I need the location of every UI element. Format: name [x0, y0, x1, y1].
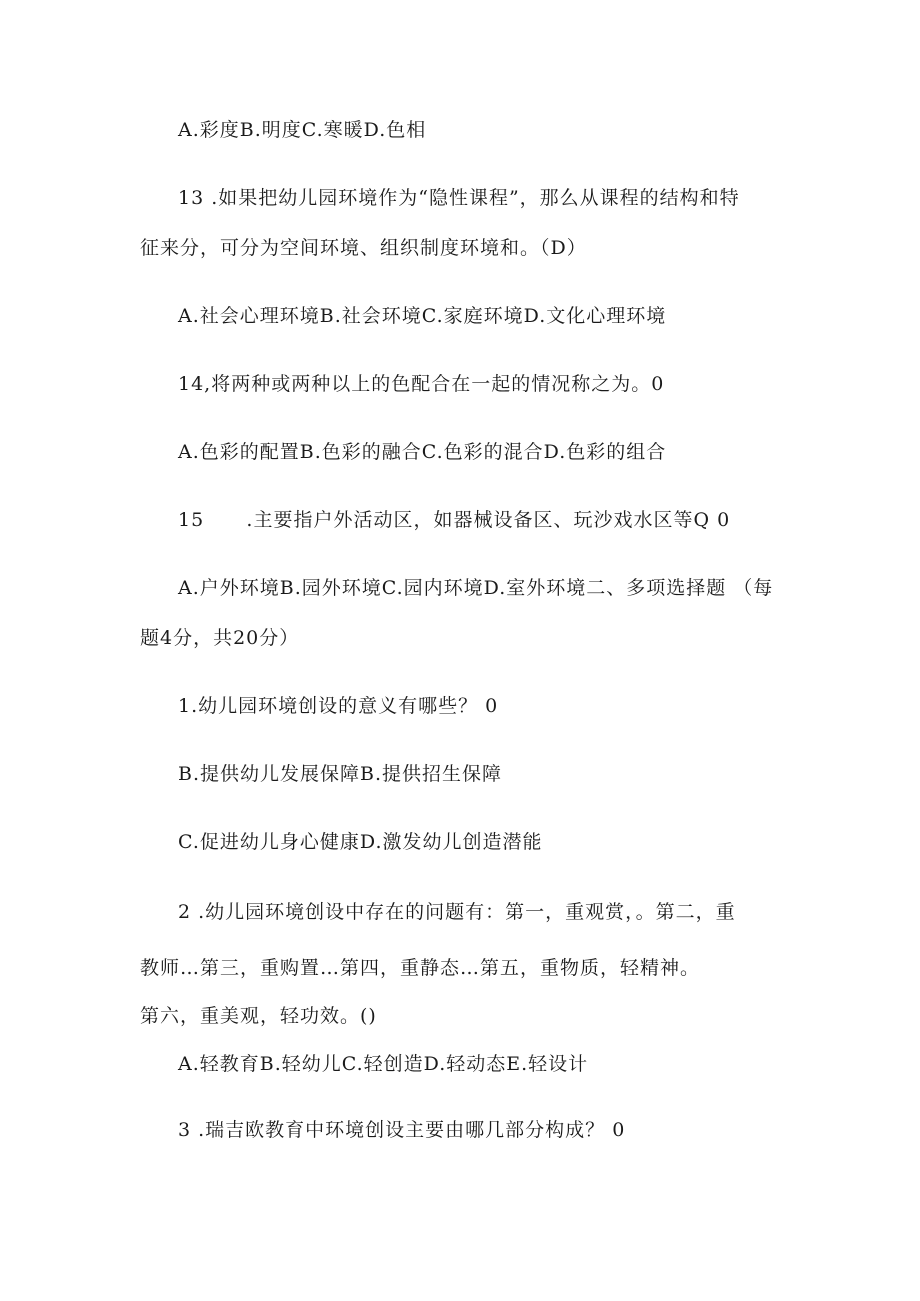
section-heading-continuation: 题4分，共20分） [140, 627, 300, 649]
q15-options-and-section-heading: A.户外环境B.园外环境C.园内环境D.室外环境二、多项选择题 （每 [178, 577, 774, 599]
mq3-question: 3 .瑞吉欧教育中环境创设主要由哪几部分构成？ 0 [178, 1119, 626, 1141]
q13-question-line1: 13 .如果把幼儿园环境作为“隐性课程”，那么从课程的结构和特 [178, 187, 740, 209]
mq1-question: 1.幼儿园环境创设的意义有哪些？ 0 [178, 695, 499, 717]
q14-options: A.色彩的配置B.色彩的融合C.色彩的混合D.色彩的组合 [178, 441, 667, 463]
q15-question: 15 .主要指户外活动区，如器械设备区、玩沙戏水区等Q 0 [178, 509, 731, 531]
q14-question: 14,将两种或两种以上的色配合在一起的情况称之为。0 [178, 373, 665, 395]
mq2-question-line1: 2 .幼儿园环境创设中存在的问题有：第一，重观赏，。第二，重 [178, 901, 736, 923]
mq1-options-line1: B.提供幼儿发展保障B.提供招生保障 [178, 763, 503, 785]
mq2-question-line3: 第六，重美观，轻功效。() [140, 1005, 377, 1027]
mq1-options-line2: C.促进幼儿身心健康D.激发幼儿创造潜能 [178, 831, 543, 853]
q13-question-line2: 征来分，可分为空间环境、组织制度环境和。（D） [140, 237, 587, 259]
q13-options: A.社会心理环境B.社会环境C.家庭环境D.文化心理环境 [178, 305, 667, 327]
q12-options: A.彩度B.明度C.寒暖D.色相 [178, 119, 427, 141]
mq2-options: A.轻教育B.轻幼儿C.轻创造D.轻动态E.轻设计 [178, 1053, 589, 1075]
mq2-question-line2: 教师…第三，重购置…第四，重静态…第五，重物质，轻精神。 [140, 957, 701, 979]
